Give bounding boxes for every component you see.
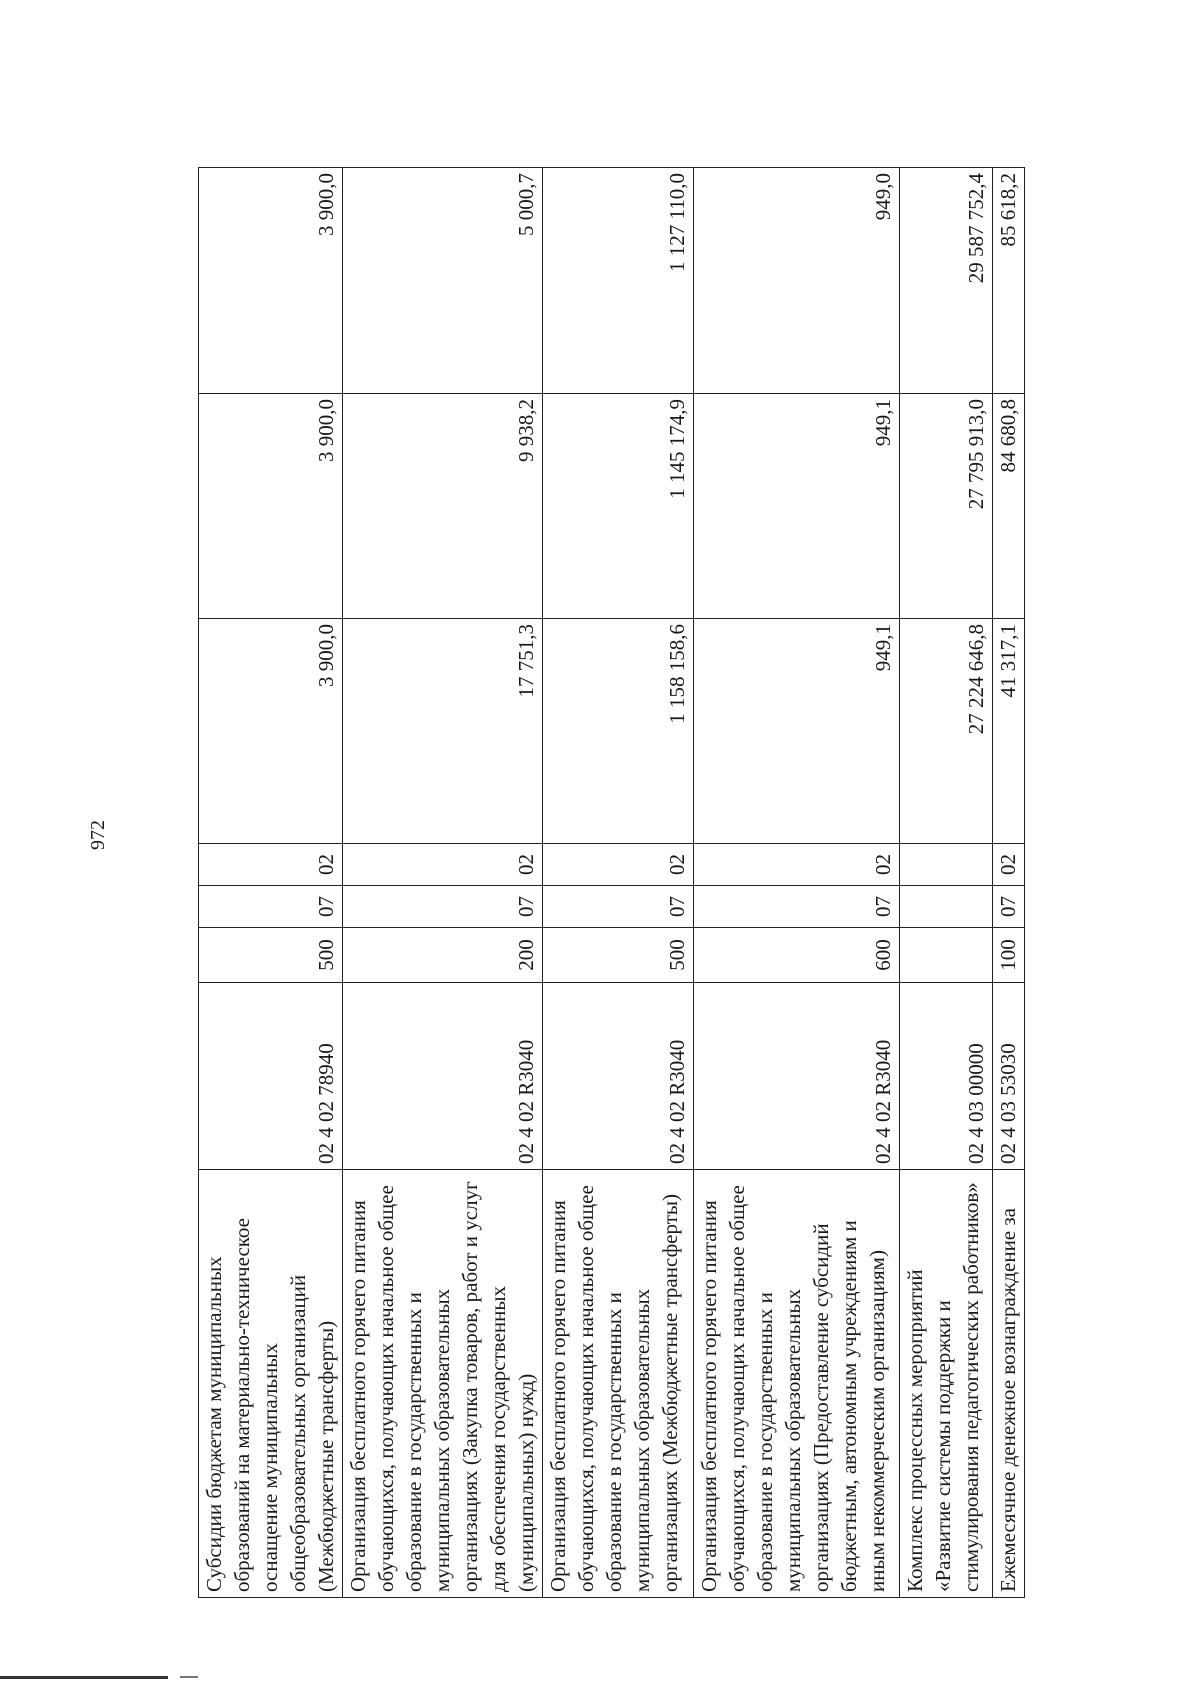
budget-table [198,167,1025,1598]
footer-dash [180,1676,198,1678]
subsection-code: 02 [694,844,900,886]
expense-type: 500 [199,928,343,983]
target-code: 02 4 02 R3040 [543,983,694,1170]
expense-type [900,928,993,983]
expense-type: 500 [543,928,694,983]
table-row [993,168,1025,1598]
footer-rule [0,1676,168,1679]
row-name: Ежемесячное денежное вознаграждение за [993,1170,1025,1598]
amount-year-2: 1 145 174,9 [543,394,694,619]
section-code: 07 [343,886,543,928]
table-row [343,168,543,1598]
target-code: 02 4 02 78940 [199,983,343,1170]
amount-year-3: 1 127 110,0 [543,168,694,394]
subsection-code: 02 [993,844,1025,886]
target-code: 02 4 03 00000 [900,983,993,1170]
amount-year-3: 85 618,2 [993,168,1025,394]
subsection-code: 02 [199,844,343,886]
table-row [543,168,694,1598]
section-code: 07 [993,886,1025,928]
amount-year-2: 27 795 913,0 [900,394,993,619]
section-code: 07 [694,886,900,928]
amount-year-1: 3 900,0 [199,619,343,844]
row-name: Организация бесплатного горячего питания обучающихся, получающих начальное общее образование в государственных и муниципальных образовательных организациях (Закупка товаров, работ и услуг для обеспечения государственных (муниципальных) нужд) [343,1170,543,1598]
target-code: 02 4 02 R3040 [343,983,543,1170]
amount-year-1: 1 158 158,6 [543,619,694,844]
expense-type: 600 [694,928,900,983]
section-code: 07 [199,886,343,928]
row-name: Субсидии бюджетам муниципальных образований на материально-техническое оснащение муниципальных общеобразовательных организаций (Межбюджетные трансферты) [199,1170,343,1598]
amount-year-2: 9 938,2 [343,394,543,619]
amount-year-3: 29 587 752,4 [900,168,993,394]
expense-type: 100 [993,928,1025,983]
section-code [900,886,993,928]
amount-year-1: 41 317,1 [993,619,1025,844]
subsection-code: 02 [343,844,543,886]
amount-year-1: 949,1 [694,619,900,844]
amount-year-3: 949,0 [694,168,900,394]
row-name: Организация бесплатного горячего питания обучающихся, получающих начальное общее образование в государственных и муниципальных образовательных организациях (Межбюджетные трансферты) [543,1170,694,1598]
section-code: 07 [543,886,694,928]
amount-year-1: 17 751,3 [343,619,543,844]
subsection-code [900,844,993,886]
table-row [694,168,900,1598]
row-name: Организация бесплатного горячего питания обучающихся, получающих начальное общее образование в государственных и муниципальных образовательных организациях (Предоставление субсидий бюджетным, автономным учреждениям и иным некоммерческим организациям) [694,1170,900,1598]
amount-year-3: 3 900,0 [199,168,343,394]
amount-year-2: 84 680,8 [993,394,1025,619]
amount-year-2: 949,1 [694,394,900,619]
page-number: 972 [87,820,109,850]
amount-year-1: 27 224 646,8 [900,619,993,844]
subsection-code: 02 [543,844,694,886]
amount-year-2: 3 900,0 [199,394,343,619]
expense-type: 200 [343,928,543,983]
target-code: 02 4 03 53030 [993,983,1025,1170]
table-row [900,168,993,1598]
target-code: 02 4 02 R3040 [694,983,900,1170]
table-row [199,168,343,1598]
row-name: Комплекс процессных мероприятий «Развитие системы поддержки и стимулирования педагогических работников» [900,1170,993,1598]
amount-year-3: 5 000,7 [343,168,543,394]
rotated-table-container [198,168,1020,1598]
